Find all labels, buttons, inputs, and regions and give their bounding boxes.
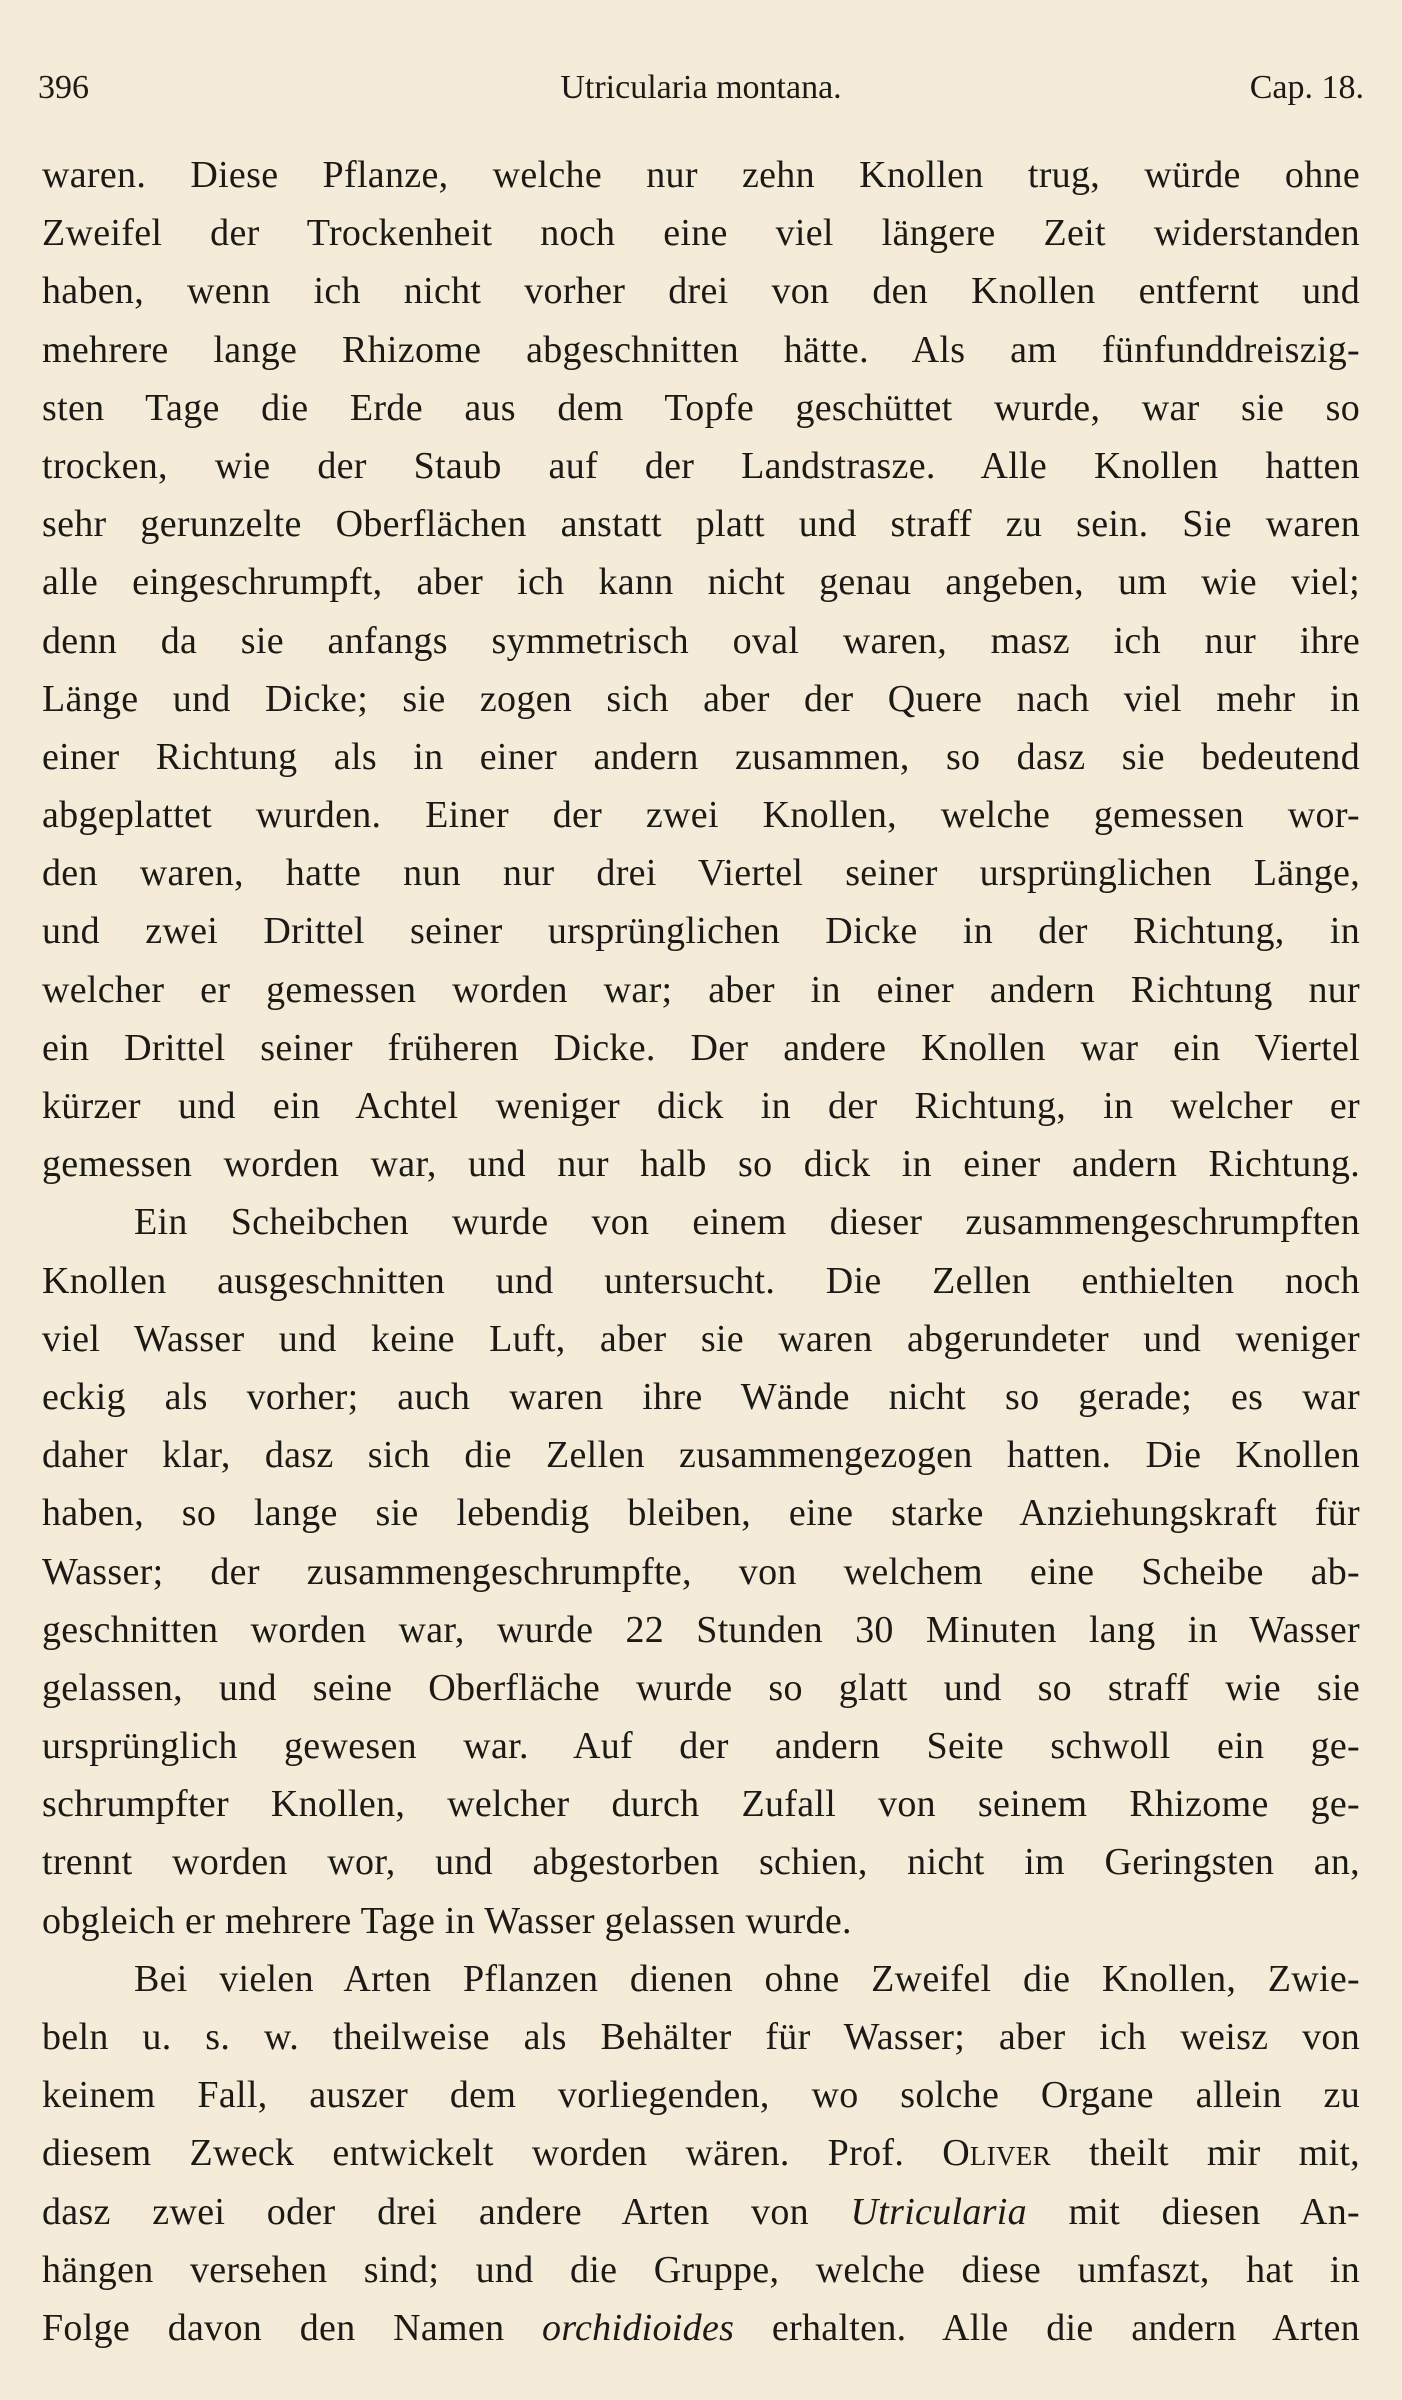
text-line: Knollen ausgeschnitten und untersucht. Die Zellen enthielten noch (42, 1259, 1360, 1302)
text-line: hängen versehen sind; und die Gruppe, welche diese umfaszt, hat in (42, 2248, 1360, 2291)
text-segment: Folge davon den Namen (42, 2306, 505, 2349)
paragraph-start-line: Ein Scheibchen wurde von einem dieser zusammengeschrumpften (134, 1201, 1360, 1244)
text-line: sten Tage die Erde aus dem Topfe geschüttet wurde, war sie so (42, 386, 1360, 429)
text-line: gemessen worden war, und nur halb so dick in einer andern Richtung. (42, 1143, 1360, 1186)
chapter-reference: Cap. 18. (1249, 69, 1364, 106)
text-line: kürzer und ein Achtel weniger dick in der Richtung, in welcher er (42, 1085, 1360, 1127)
text-line: Wasser; der zusammengeschrumpfte, von welchem eine Scheibe ab- (42, 1550, 1360, 1593)
text-line: waren. Diese Pflanze, welche nur zehn Knollen trug, würde ohne (42, 154, 1360, 196)
text-line: abgeplattet wurden. Einer der zwei Knollen, welche gemessen wor- (42, 794, 1360, 837)
text-segment: theilt mir mit, (1088, 2132, 1360, 2175)
text-line: und zwei Drittel seiner ursprünglichen Dicke in der Richtung, in (42, 910, 1360, 953)
text-line: Zweifel der Trockenheit noch eine viel längere Zeit widerstanden (42, 212, 1360, 255)
text-line: alle eingeschrumpft, aber ich kann nicht genau angeben, um wie viel; (42, 561, 1360, 604)
text-line: denn da sie anfangs symmetrisch oval waren, masz ich nur ihre (42, 619, 1360, 662)
text-line: sehr gerunzelte Oberflächen anstatt platt und straff zu sein. Sie waren (42, 503, 1360, 546)
text-line: Länge und Dicke; sie zogen sich aber der Quere nach viel mehr in (42, 677, 1360, 720)
text-line: schrumpfter Knollen, welcher durch Zufall von seinem Rhizome ge- (42, 1783, 1360, 1826)
paragraph-end-line: obgleich er mehrere Tage in Wasser gelassen wurde. (42, 1899, 852, 1942)
text-segment: mit diesen An- (1068, 2190, 1360, 2233)
text-line: daher klar, dasz sich die Zellen zusammengezogen hatten. Die Knollen (42, 1434, 1360, 1477)
running-head (38, 62, 1364, 114)
text-line (42, 2299, 1360, 2357)
genus-name-italic: Utricularia (850, 2190, 1027, 2233)
author-name-smallcaps: Oliver (942, 2132, 1051, 2175)
text-line: eckig als vorher; auch waren ihre Wände nicht so gerade; es war (42, 1375, 1360, 1418)
text-line (42, 2183, 1360, 2241)
text-line: mehrere lange Rhizome abgeschnitten hätte. Als am fünfunddreiszig- (42, 328, 1360, 371)
text-line: ein Drittel seiner früheren Dicke. Der andere Knollen war ein Viertel (42, 1026, 1360, 1069)
text-line: trennt worden wor, und abgestorben schien, nicht im Geringsten an, (42, 1841, 1360, 1884)
text-line: gelassen, und seine Oberfläche wurde so glatt und so straff wie sie (42, 1666, 1360, 1709)
text-line: trocken, wie der Staub auf der Landstrasze. Alle Knollen hatten (42, 444, 1360, 487)
text-segment: diesem Zweck entwickelt worden wären. Prof. (42, 2132, 905, 2175)
group-name-italic: orchidioides (542, 2306, 735, 2349)
text-segment: erhalten. Alle die andern Arten (771, 2306, 1360, 2349)
text-line: keinem Fall, auszer dem vorliegenden, wo solche Organe allein zu (42, 2074, 1360, 2117)
paragraph-start-line: Bei vielen Arten Pflanzen dienen ohne Zweifel die Knollen, Zwie- (134, 1957, 1360, 2000)
text-line: beln u. s. w. theilweise als Behälter für Wasser; aber ich weisz von (42, 2016, 1360, 2058)
text-line: einer Richtung als in einer andern zusammen, so dasz sie bedeutend (42, 735, 1360, 778)
text-line: haben, wenn ich nicht vorher drei von den Knollen entfernt und (42, 270, 1360, 313)
page-number: 396 (38, 69, 89, 106)
text-segment: dasz zwei oder drei andere Arten von (42, 2190, 809, 2233)
text-line: den waren, hatte nun nur drei Viertel seiner ursprünglichen Länge, (42, 852, 1360, 895)
text-line (42, 2124, 1360, 2182)
text-line: geschnitten worden war, wurde 22 Stunden 30 Minuten lang in Wasser (42, 1608, 1360, 1651)
text-line: haben, so lange sie lebendig bleiben, eine starke Anziehungskraft für (42, 1492, 1360, 1535)
running-title: Utricularia montana. (560, 69, 842, 106)
text-line: viel Wasser und keine Luft, aber sie waren abgerundeter und weniger (42, 1317, 1360, 1360)
text-line: ursprünglich gewesen war. Auf der andern Seite schwoll ein ge- (42, 1725, 1360, 1768)
text-line: welcher er gemessen worden war; aber in einer andern Richtung nur (42, 968, 1360, 1011)
body-text (42, 146, 1360, 2357)
